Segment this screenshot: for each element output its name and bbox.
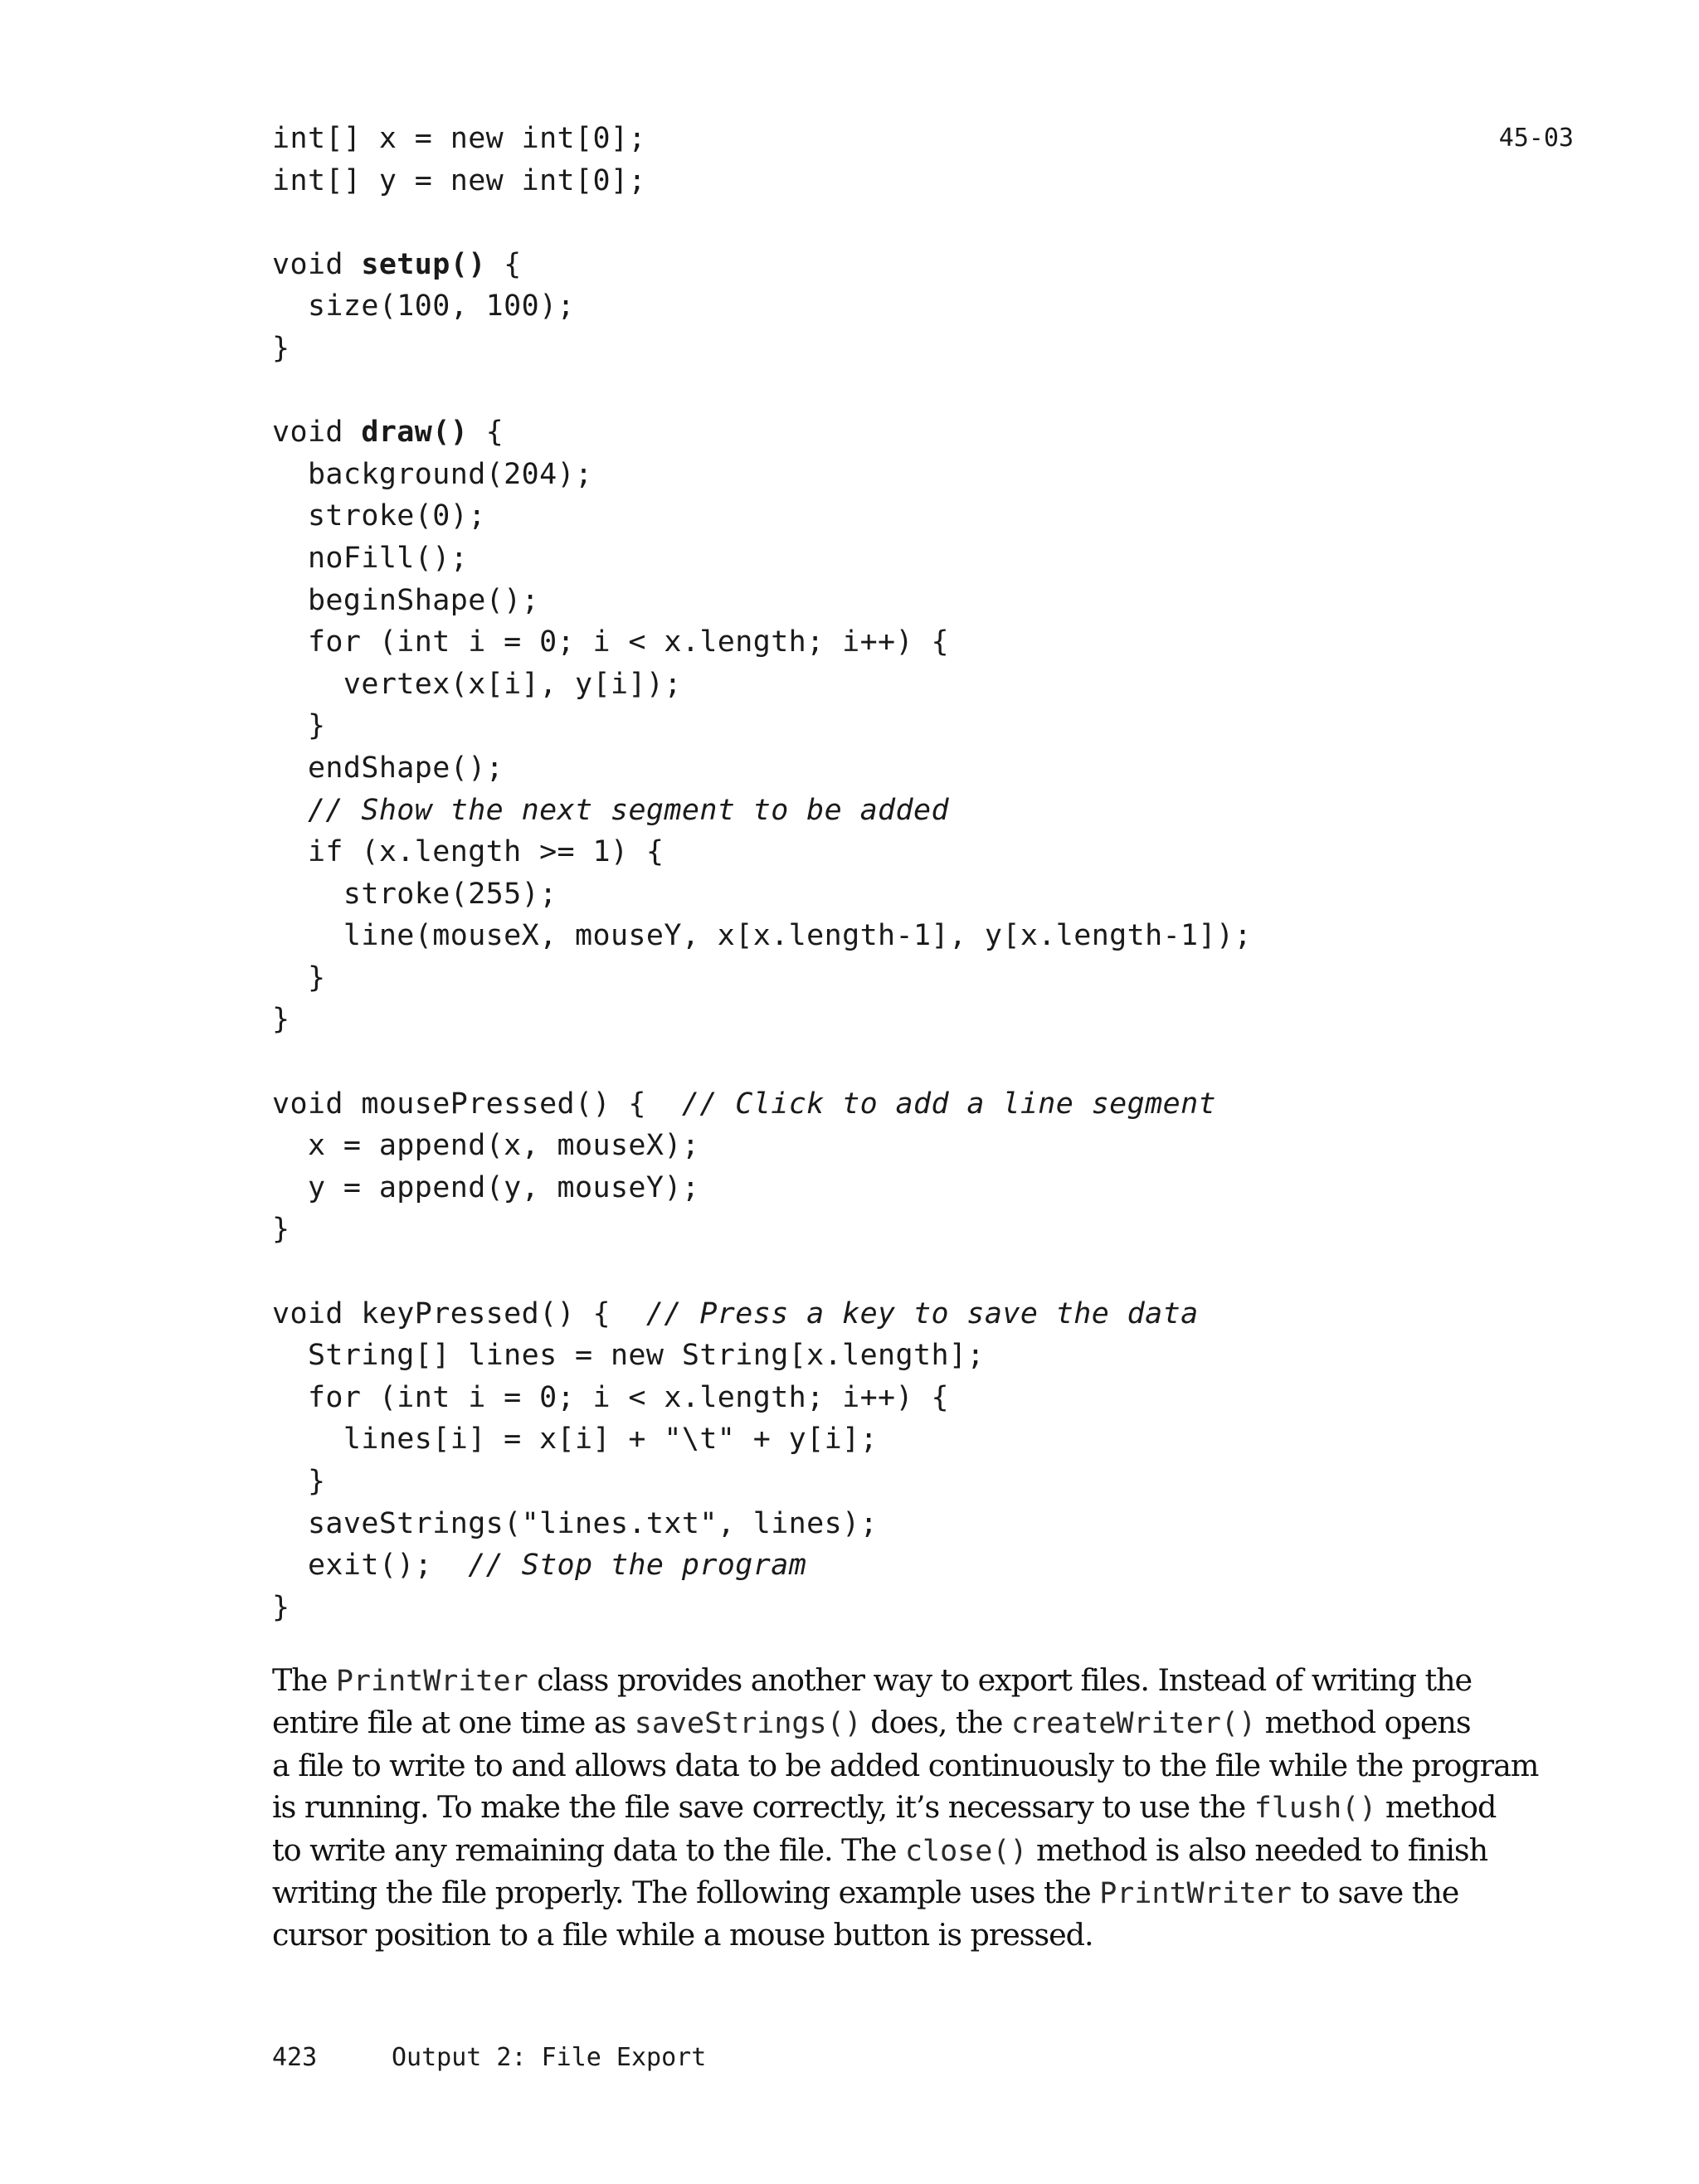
paragraph-line [272, 1872, 1467, 1914]
code-comment: // Show the next segment to be added [307, 793, 949, 827]
inline-code: PrintWriter [335, 1665, 528, 1698]
code-text: if (x.length >= 1) { [272, 835, 665, 869]
code-line [272, 202, 1252, 244]
paragraph-line [272, 1702, 1471, 1744]
code-text: stroke(255); [272, 877, 557, 911]
code-line [272, 705, 1252, 747]
code-comment: // Stop the program [468, 1549, 807, 1583]
paragraph-line [272, 1914, 1467, 1956]
code-text: } [272, 709, 326, 743]
code-text: exit(); [272, 1549, 469, 1583]
code-text: for (int i = 0; i < x.length; i++) { [272, 1380, 949, 1414]
paragraph-line [272, 1787, 1497, 1829]
code-function-name: draw() [361, 416, 469, 450]
paragraph-text: does, the [861, 1705, 1012, 1741]
code-line [272, 915, 1252, 957]
code-comment: // Click to add a line segment [681, 1087, 1217, 1121]
code-line [272, 370, 1252, 412]
paragraph-text: is running. To make the file save correctly, it’s necessary to use the [272, 1789, 1254, 1826]
code-text: { [468, 416, 504, 450]
code-line [272, 328, 1252, 370]
code-line [272, 664, 1252, 706]
paragraph-text: to save the [1291, 1875, 1459, 1911]
code-line [272, 1461, 1252, 1503]
code-text [272, 794, 308, 827]
paragraph-text: The [272, 1662, 336, 1698]
paragraph-text: class provides another way to export files. Instead of writing the [528, 1662, 1473, 1698]
code-text: int[] x = new int[0]; [272, 122, 646, 155]
code-line [272, 1083, 1252, 1126]
code-text: size(100, 100); [272, 289, 576, 323]
code-line [272, 1209, 1252, 1251]
code-text: { [485, 247, 522, 281]
code-text: line(mouseX, mouseY, x[x.length-1], y[x.length-1]); [272, 919, 1252, 953]
code-line [272, 1503, 1252, 1545]
code-line [272, 285, 1252, 328]
code-function-name: setup() [361, 247, 486, 281]
paragraph-line [272, 1745, 1539, 1787]
code-text: void [272, 416, 362, 450]
code-line [272, 580, 1252, 622]
body-paragraph [272, 1660, 1539, 1957]
page-number: 423 [272, 2043, 318, 2072]
inline-code: saveStrings() [634, 1707, 862, 1741]
code-text: } [272, 1003, 290, 1037]
code-line [272, 831, 1252, 873]
paragraph-text: writing the file properly. The following example uses the [272, 1875, 1100, 1911]
code-text: void [272, 247, 362, 281]
code-line [272, 1587, 1252, 1629]
code-line [272, 160, 1252, 202]
code-text: } [272, 961, 326, 995]
paragraph-text: method opens [1256, 1705, 1471, 1741]
code-text: lines[i] = x[i] + "\t" + y[i]; [272, 1423, 879, 1457]
code-line [272, 537, 1252, 580]
paragraph-text: to write any remaining data to the file. The [272, 1831, 905, 1868]
code-line [272, 1418, 1252, 1461]
paragraph-text: method [1376, 1789, 1497, 1826]
code-text: endShape(); [272, 751, 504, 785]
code-line [272, 1041, 1252, 1083]
code-text: } [272, 1213, 290, 1247]
paragraph-text: a file to write to and allows data to be added continuously to the file while the program [272, 1747, 1539, 1783]
code-line [272, 957, 1252, 1000]
example-number: 45-03 [1498, 124, 1574, 153]
code-comment: // Press a key to save the data [645, 1296, 1199, 1330]
paragraph-text: cursor position to a file while a mouse button is pressed. [272, 1917, 1093, 1953]
code-text: } [272, 331, 290, 365]
code-line [272, 1167, 1252, 1209]
code-line [272, 454, 1252, 496]
code-text: } [272, 1465, 326, 1498]
code-listing [272, 118, 1252, 1628]
paragraph-text: entire file at one time as [272, 1705, 635, 1741]
inline-code: flush() [1254, 1792, 1377, 1826]
code-line [272, 411, 1252, 454]
inline-code: createWriter() [1011, 1707, 1257, 1741]
code-text: } [272, 1590, 290, 1624]
inline-code: PrintWriter [1099, 1877, 1292, 1911]
paragraph-line [272, 1830, 1488, 1872]
code-line [272, 244, 1252, 286]
code-line [272, 495, 1252, 537]
code-line [272, 1125, 1252, 1167]
code-line [272, 1251, 1252, 1293]
code-line [272, 118, 1252, 160]
code-text: beginShape(); [272, 583, 540, 617]
code-text: vertex(x[i], y[i]); [272, 667, 682, 701]
code-line [272, 621, 1252, 664]
paragraph-text: method is also needed to finish [1027, 1831, 1488, 1868]
code-text: y = append(y, mouseY); [272, 1170, 700, 1204]
code-line [272, 747, 1252, 790]
code-line [272, 790, 1252, 832]
code-text: stroke(0); [272, 499, 486, 533]
code-text: noFill(); [272, 541, 469, 575]
code-text: for (int i = 0; i < x.length; i++) { [272, 625, 949, 659]
code-line [272, 999, 1252, 1041]
code-text: int[] y = new int[0]; [272, 163, 646, 197]
code-text: void keyPressed() { [272, 1296, 646, 1330]
code-text: x = append(x, mouseX); [272, 1129, 700, 1163]
code-text: background(204); [272, 457, 593, 491]
code-line [272, 873, 1252, 916]
code-text: void mousePressed() { [272, 1087, 682, 1121]
code-text: String[] lines = new String[x.length]; [272, 1339, 985, 1373]
paragraph-line [272, 1660, 1473, 1702]
inline-code: close() [904, 1834, 1028, 1868]
code-line [272, 1544, 1252, 1587]
code-line [272, 1293, 1252, 1335]
code-line [272, 1335, 1252, 1377]
code-text: saveStrings("lines.txt", lines); [272, 1506, 879, 1540]
code-line [272, 1377, 1252, 1419]
running-footer: Output 2: File Export [392, 2043, 707, 2072]
